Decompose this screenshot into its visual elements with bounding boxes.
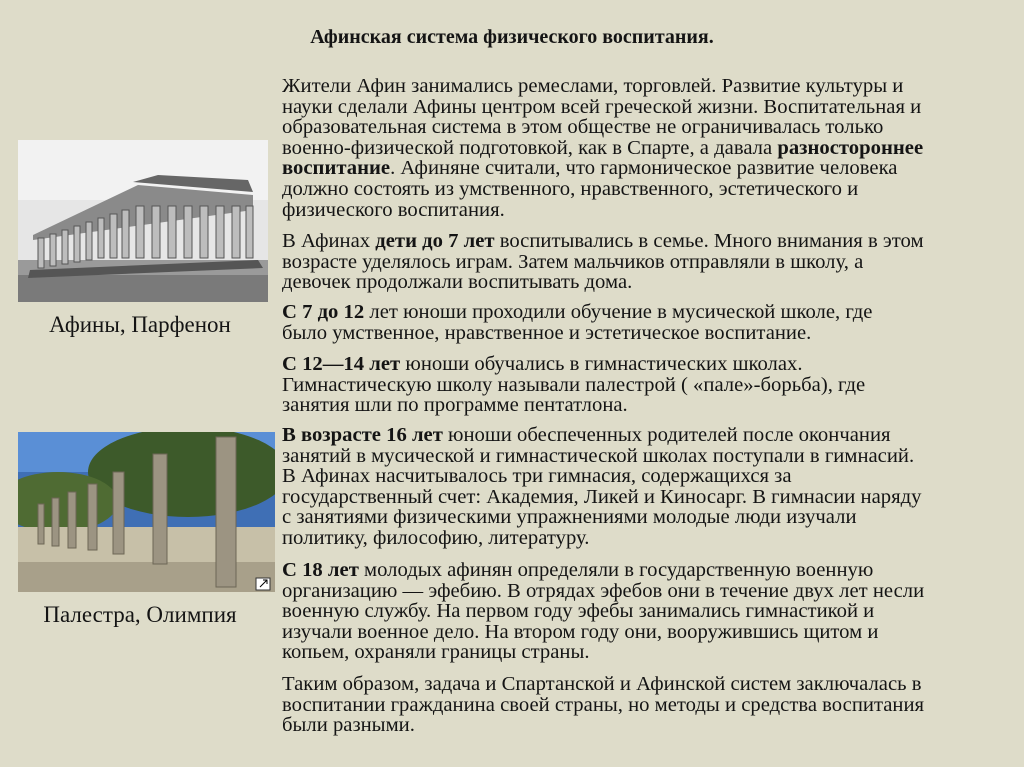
text-line bbox=[282, 273, 924, 294]
bold-text: воспитание bbox=[282, 158, 391, 180]
paragraph-12-14 bbox=[282, 354, 866, 417]
text-segment: должно состоять из умственного, нравственного, эстетического и bbox=[282, 178, 859, 200]
text-segment: политику, философию, литературу. bbox=[282, 527, 590, 549]
text-line bbox=[282, 180, 923, 201]
bold-text: разностороннее bbox=[777, 137, 924, 159]
text-segment: военную службу. На первом году эфебы занимались гимнастикой и bbox=[282, 601, 875, 623]
text-line bbox=[282, 447, 921, 468]
text-line bbox=[282, 508, 921, 529]
slide-title: Афинская система физического воспитания. bbox=[310, 26, 714, 48]
text-line bbox=[282, 118, 923, 139]
text-line bbox=[282, 602, 924, 623]
paragraph-conclusion bbox=[282, 674, 925, 737]
text-line bbox=[282, 324, 872, 345]
text-segment: науки сделали Афины центром всей греческой жизни. Воспитательная и bbox=[282, 96, 922, 118]
text-line bbox=[282, 716, 924, 737]
palestra-caption: Палестра, Олимпия bbox=[43, 602, 237, 627]
text-segment: молодых афинян определяли в государственную военную bbox=[358, 560, 874, 581]
paragraph-children bbox=[282, 231, 924, 294]
text-line bbox=[282, 159, 923, 180]
text-line bbox=[282, 582, 924, 603]
text-segment: девочек продолжали воспитывать дома. bbox=[282, 272, 633, 294]
text-line bbox=[282, 396, 865, 417]
text-line bbox=[282, 529, 921, 550]
text-line bbox=[282, 643, 924, 664]
parthenon-caption: Афины, Парфенон bbox=[49, 312, 231, 337]
text-segment: военно-физической подготовкой, как в Спарте, а давала bbox=[282, 137, 778, 159]
text-segment: воспитывались в семье. Много внимания в этом bbox=[494, 231, 924, 252]
text-line bbox=[282, 376, 865, 397]
text-segment: было умственное, нравственное и эстетическое воспитание. bbox=[282, 322, 812, 344]
text-segment: воспитании гражданина своей страны, но методы и средства воспитания bbox=[282, 694, 925, 716]
text-segment: В Афинах насчитывалось три гимнасия, содержащихся за bbox=[282, 466, 792, 488]
text-segment: организацию — эфебию. В отрядах эфебов они в течение двух лет несли bbox=[282, 580, 925, 602]
text-segment: возрасте уделялось играм. Затем мальчиков отправляли в школу, а bbox=[282, 251, 864, 273]
text-line bbox=[282, 253, 924, 274]
text-line bbox=[282, 77, 923, 98]
text-line bbox=[282, 201, 923, 222]
paragraph-18 bbox=[282, 560, 925, 664]
text-segment: В Афинах bbox=[282, 231, 376, 252]
text-segment: физического воспитания. bbox=[282, 199, 505, 221]
paragraph-intro bbox=[282, 76, 924, 221]
text-segment: были разными. bbox=[282, 715, 415, 737]
text-line bbox=[282, 232, 924, 253]
text-line bbox=[282, 623, 924, 644]
text-line bbox=[282, 355, 865, 376]
palestra-photo bbox=[18, 432, 275, 592]
text-line bbox=[282, 561, 924, 582]
text-segment: копьем, охраняли границы страны. bbox=[282, 642, 590, 664]
paragraph-16 bbox=[282, 425, 922, 550]
parthenon-photo bbox=[18, 140, 268, 302]
text-segment: занятий в мусической и гимнастической школах поступали в гимнасий. bbox=[282, 445, 915, 467]
text-segment: Гимнастическую школу называли палестрой ( «пале»-борьба), где bbox=[282, 374, 866, 396]
bold-text: С 18 лет bbox=[282, 560, 359, 581]
text-line bbox=[282, 696, 924, 717]
text-line bbox=[282, 98, 923, 119]
text-line bbox=[282, 426, 921, 447]
bold-text: дети до 7 лет bbox=[375, 231, 495, 252]
bold-text: В возрасте 16 лет bbox=[282, 425, 443, 446]
text-segment: изучали военное дело. На втором году они, вооружившись щитом и bbox=[282, 621, 879, 643]
text-segment: занятия шли по программе пентатлона. bbox=[282, 395, 628, 417]
bold-text: С 12—14 лет bbox=[282, 354, 401, 375]
text-line bbox=[282, 303, 872, 324]
text-line bbox=[282, 467, 921, 488]
bold-text: С 7 до 12 bbox=[282, 302, 365, 323]
text-segment: лет юноши проходили обучение в мусической школе, где bbox=[364, 302, 873, 323]
text-segment: образовательная система в этом обществе не ограничивалась только bbox=[282, 117, 884, 139]
paragraph-7-12 bbox=[282, 302, 873, 344]
text-segment: юноши обучались в гимнастических школах. bbox=[400, 354, 803, 375]
text-segment: Жители Афин занимались ремеслами, торговлей. Развитие культуры и bbox=[282, 76, 904, 97]
text-line bbox=[282, 675, 924, 696]
text-line bbox=[282, 139, 923, 160]
text-segment: Таким образом, задача и Спартанской и Афинской систем заключалась в bbox=[282, 674, 922, 695]
text-segment: государственный счет: Академия, Ликей и Киносарг. В гимнасии наряду bbox=[282, 486, 922, 508]
text-segment: . Афиняне считали, что гармоническое развитие человека bbox=[390, 158, 898, 180]
text-segment: юноши обеспеченных родителей после окончания bbox=[442, 425, 891, 446]
text-line bbox=[282, 488, 921, 509]
text-segment: с занятиями физическими упражнениями молодые люди изучали bbox=[282, 507, 857, 529]
